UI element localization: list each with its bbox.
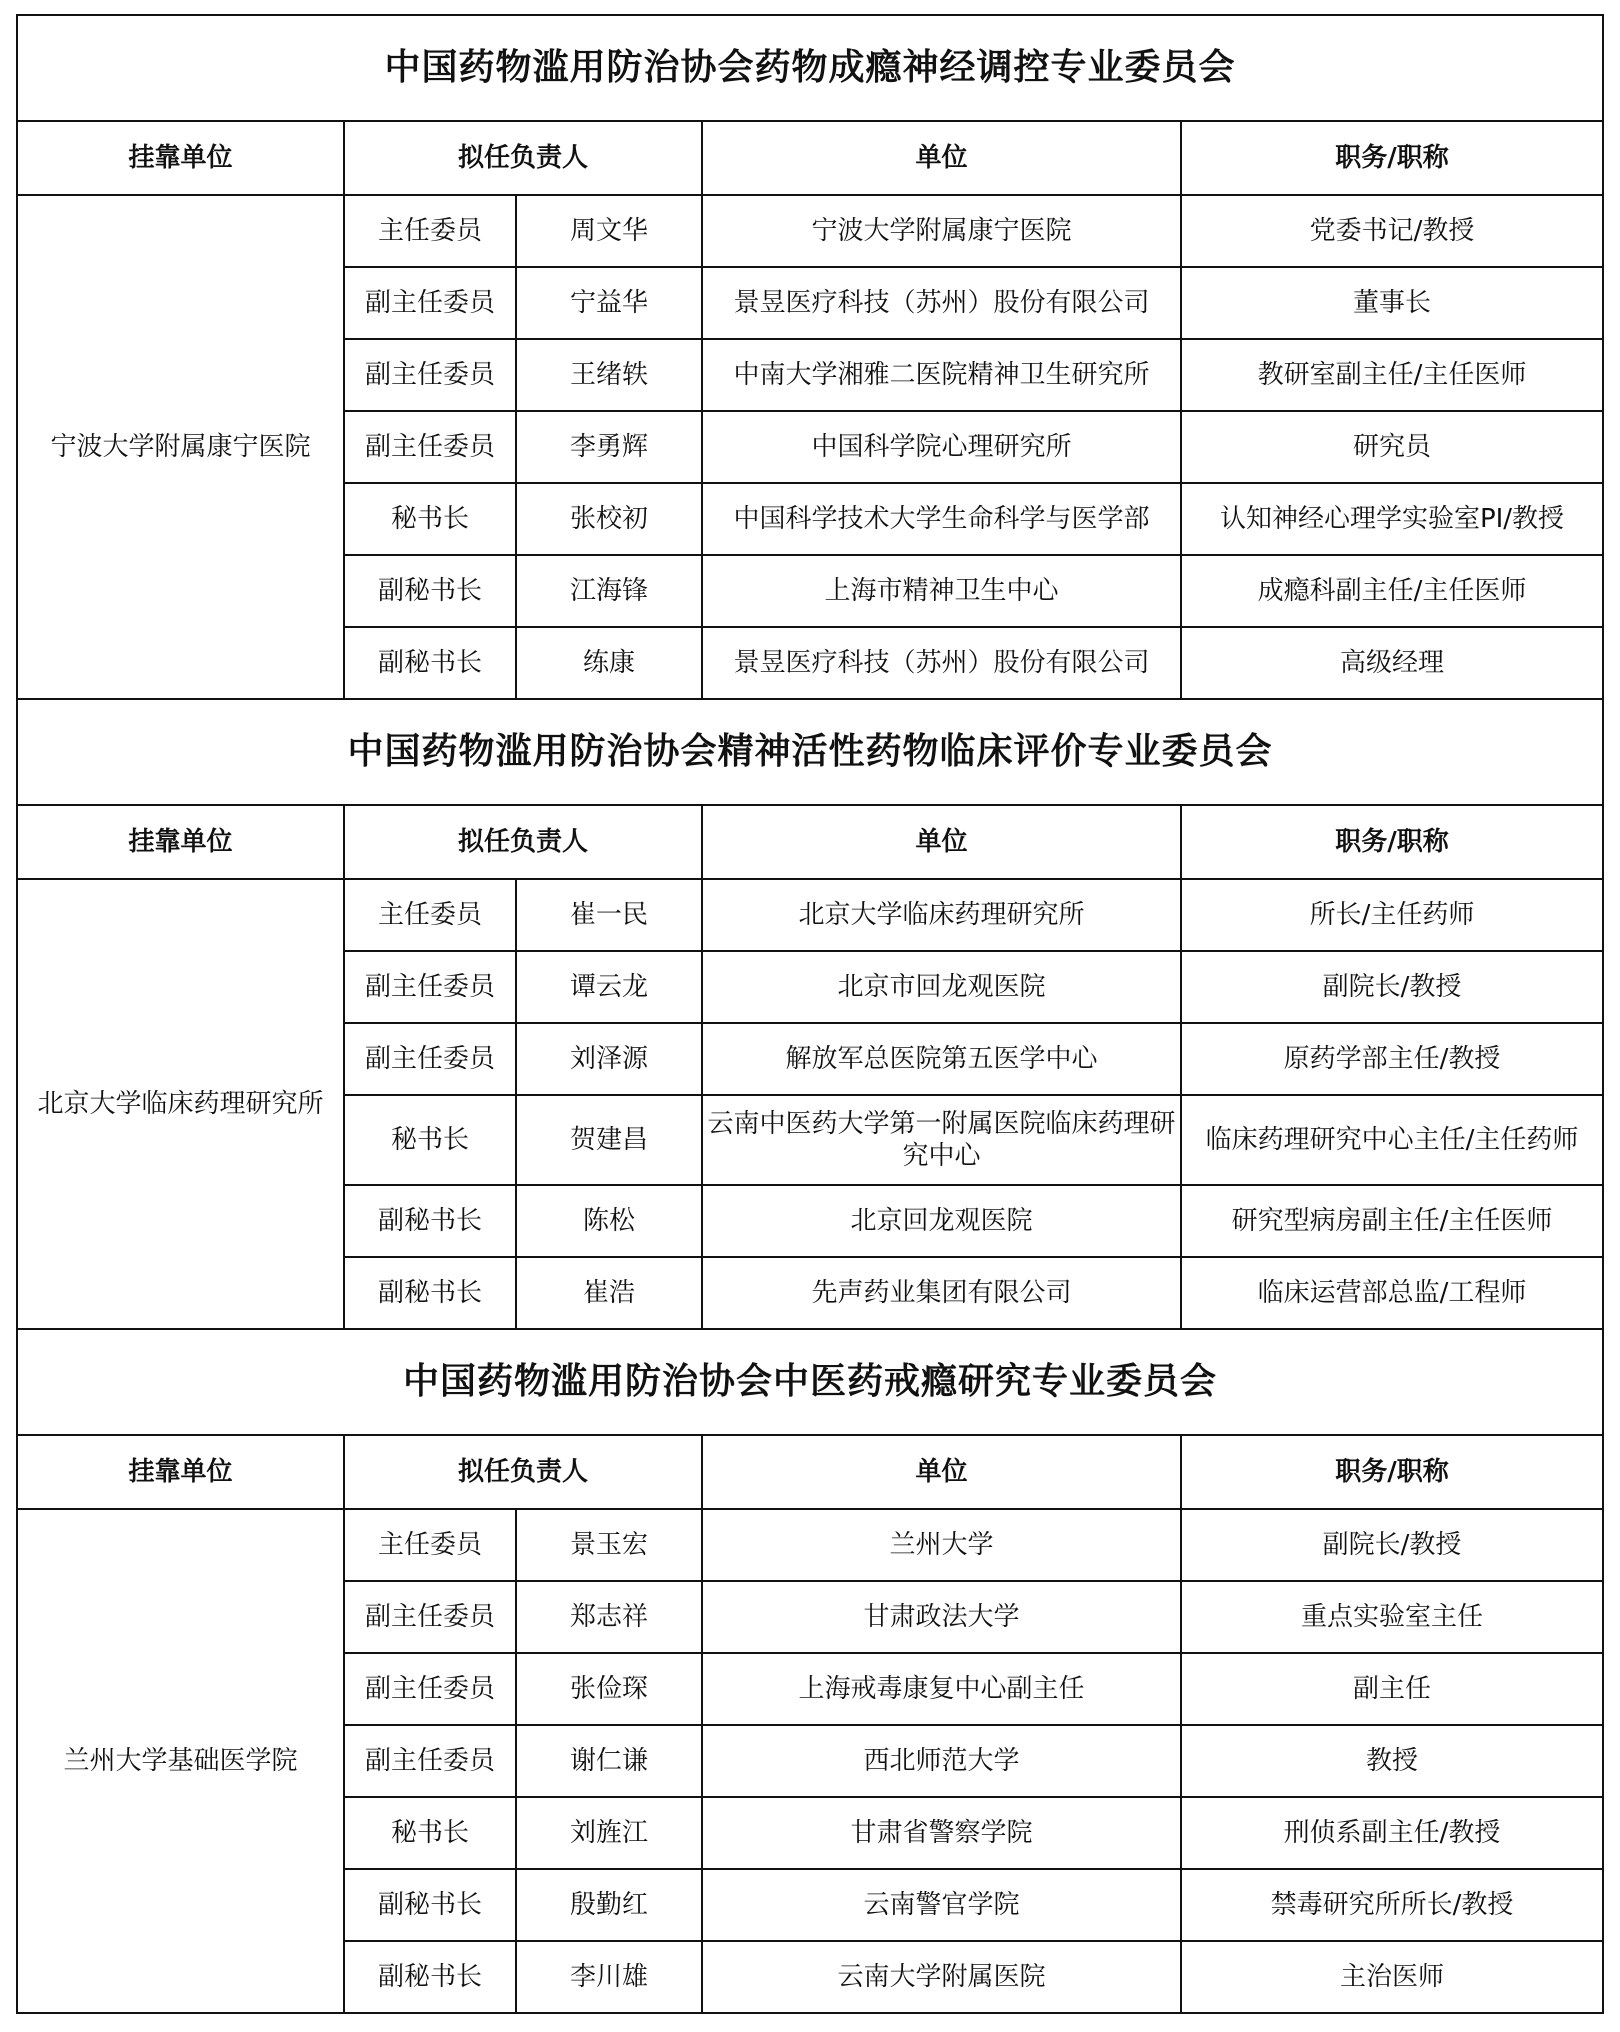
unit-cell: 上海市精神卫生中心 xyxy=(702,555,1181,627)
unit-cell: 上海戒毒康复中心副主任 xyxy=(702,1653,1181,1725)
unit-cell: 云南警官学院 xyxy=(702,1869,1181,1941)
person-name-cell: 李勇辉 xyxy=(516,411,702,483)
unit-cell: 北京大学临床药理研究所 xyxy=(702,879,1181,951)
role-cell: 副主任委员 xyxy=(344,1653,516,1725)
person-name-cell: 郑志祥 xyxy=(516,1581,702,1653)
committee-title-row xyxy=(17,699,1603,805)
role-cell: 副秘书长 xyxy=(344,1257,516,1329)
position-title-cell: 教研室副主任/主任医师 xyxy=(1181,339,1603,411)
role-cell: 主任委员 xyxy=(344,879,516,951)
person-name-cell: 李川雄 xyxy=(516,1941,702,2013)
position-title-cell: 研究员 xyxy=(1181,411,1603,483)
unit-cell: 先声药业集团有限公司 xyxy=(702,1257,1181,1329)
unit-cell: 甘肃政法大学 xyxy=(702,1581,1181,1653)
position-title-cell: 原药学部主任/教授 xyxy=(1181,1023,1603,1095)
role-cell: 副秘书长 xyxy=(344,1941,516,2013)
person-name-cell: 陈松 xyxy=(516,1185,702,1257)
person-name-cell: 张俭琛 xyxy=(516,1653,702,1725)
position-title-cell: 临床药理研究中心主任/主任药师 xyxy=(1181,1095,1603,1185)
position-title-cell: 成瘾科副主任/主任医师 xyxy=(1181,555,1603,627)
header-leader: 拟任负责人 xyxy=(344,805,702,879)
role-cell: 副主任委员 xyxy=(344,267,516,339)
unit-cell: 景昱医疗科技（苏州）股份有限公司 xyxy=(702,627,1181,699)
committee-title-row xyxy=(17,15,1603,121)
role-cell: 副主任委员 xyxy=(344,1581,516,1653)
position-title-cell: 副院长/教授 xyxy=(1181,1509,1603,1581)
committee-table xyxy=(16,14,1604,2014)
role-cell: 副秘书长 xyxy=(344,1185,516,1257)
role-cell: 秘书长 xyxy=(344,1797,516,1869)
committee-title: 中国药物滥用防治协会药物成瘾神经调控专业委员会 xyxy=(17,15,1603,121)
person-name-cell: 谢仁谦 xyxy=(516,1725,702,1797)
header-leader: 拟任负责人 xyxy=(344,1435,702,1509)
table-header-row xyxy=(17,1435,1603,1509)
header-leader: 拟任负责人 xyxy=(344,121,702,195)
person-name-cell: 贺建昌 xyxy=(516,1095,702,1185)
position-title-cell: 董事长 xyxy=(1181,267,1603,339)
table-row xyxy=(17,195,1603,267)
table-row xyxy=(17,1509,1603,1581)
person-name-cell: 王绪轶 xyxy=(516,339,702,411)
unit-cell: 中国科学技术大学生命科学与医学部 xyxy=(702,483,1181,555)
host-unit-cell: 宁波大学附属康宁医院 xyxy=(17,195,344,699)
unit-cell: 云南大学附属医院 xyxy=(702,1941,1181,2013)
header-title: 职务/职称 xyxy=(1181,1435,1603,1509)
role-cell: 副主任委员 xyxy=(344,1725,516,1797)
unit-cell: 兰州大学 xyxy=(702,1509,1181,1581)
person-name-cell: 刘泽源 xyxy=(516,1023,702,1095)
role-cell: 副秘书长 xyxy=(344,627,516,699)
unit-cell: 中国科学院心理研究所 xyxy=(702,411,1181,483)
role-cell: 副主任委员 xyxy=(344,951,516,1023)
unit-cell: 景昱医疗科技（苏州）股份有限公司 xyxy=(702,267,1181,339)
host-unit-cell: 北京大学临床药理研究所 xyxy=(17,879,344,1329)
role-cell: 副主任委员 xyxy=(344,411,516,483)
header-host: 挂靠单位 xyxy=(17,121,344,195)
position-title-cell: 副主任 xyxy=(1181,1653,1603,1725)
header-unit: 单位 xyxy=(702,1435,1181,1509)
person-name-cell: 周文华 xyxy=(516,195,702,267)
position-title-cell: 高级经理 xyxy=(1181,627,1603,699)
position-title-cell: 研究型病房副主任/主任医师 xyxy=(1181,1185,1603,1257)
unit-cell: 北京回龙观医院 xyxy=(702,1185,1181,1257)
position-title-cell: 临床运营部总监/工程师 xyxy=(1181,1257,1603,1329)
role-cell: 秘书长 xyxy=(344,483,516,555)
position-title-cell: 所长/主任药师 xyxy=(1181,879,1603,951)
committee-title: 中国药物滥用防治协会中医药戒瘾研究专业委员会 xyxy=(17,1329,1603,1435)
unit-cell: 甘肃省警察学院 xyxy=(702,1797,1181,1869)
unit-cell: 宁波大学附属康宁医院 xyxy=(702,195,1181,267)
person-name-cell: 谭云龙 xyxy=(516,951,702,1023)
position-title-cell: 党委书记/教授 xyxy=(1181,195,1603,267)
position-title-cell: 副院长/教授 xyxy=(1181,951,1603,1023)
header-title: 职务/职称 xyxy=(1181,805,1603,879)
header-unit: 单位 xyxy=(702,121,1181,195)
header-unit: 单位 xyxy=(702,805,1181,879)
unit-cell: 中南大学湘雅二医院精神卫生研究所 xyxy=(702,339,1181,411)
unit-cell: 西北师范大学 xyxy=(702,1725,1181,1797)
person-name-cell: 景玉宏 xyxy=(516,1509,702,1581)
person-name-cell: 练康 xyxy=(516,627,702,699)
position-title-cell: 认知神经心理学实验室PI/教授 xyxy=(1181,483,1603,555)
role-cell: 副主任委员 xyxy=(344,1023,516,1095)
committee-title-row xyxy=(17,1329,1603,1435)
role-cell: 副秘书长 xyxy=(344,1869,516,1941)
person-name-cell: 江海锋 xyxy=(516,555,702,627)
person-name-cell: 宁益华 xyxy=(516,267,702,339)
person-name-cell: 殷勤红 xyxy=(516,1869,702,1941)
position-title-cell: 禁毒研究所所长/教授 xyxy=(1181,1869,1603,1941)
header-host: 挂靠单位 xyxy=(17,805,344,879)
unit-cell: 云南中医药大学第一附属医院临床药理研究中心 xyxy=(702,1095,1181,1185)
committee-title: 中国药物滥用防治协会精神活性药物临床评价专业委员会 xyxy=(17,699,1603,805)
position-title-cell: 教授 xyxy=(1181,1725,1603,1797)
table-header-row xyxy=(17,805,1603,879)
person-name-cell: 崔浩 xyxy=(516,1257,702,1329)
person-name-cell: 刘旌江 xyxy=(516,1797,702,1869)
table-header-row xyxy=(17,121,1603,195)
role-cell: 副秘书长 xyxy=(344,555,516,627)
role-cell: 秘书长 xyxy=(344,1095,516,1185)
person-name-cell: 崔一民 xyxy=(516,879,702,951)
person-name-cell: 张校初 xyxy=(516,483,702,555)
unit-cell: 解放军总医院第五医学中心 xyxy=(702,1023,1181,1095)
header-host: 挂靠单位 xyxy=(17,1435,344,1509)
host-unit-cell: 兰州大学基础医学院 xyxy=(17,1509,344,2013)
role-cell: 主任委员 xyxy=(344,195,516,267)
role-cell: 副主任委员 xyxy=(344,339,516,411)
table-row xyxy=(17,879,1603,951)
role-cell: 主任委员 xyxy=(344,1509,516,1581)
position-title-cell: 刑侦系副主任/教授 xyxy=(1181,1797,1603,1869)
unit-cell: 北京市回龙观医院 xyxy=(702,951,1181,1023)
position-title-cell: 重点实验室主任 xyxy=(1181,1581,1603,1653)
committee-sheet xyxy=(16,14,1602,2014)
header-title: 职务/职称 xyxy=(1181,121,1603,195)
position-title-cell: 主治医师 xyxy=(1181,1941,1603,2013)
